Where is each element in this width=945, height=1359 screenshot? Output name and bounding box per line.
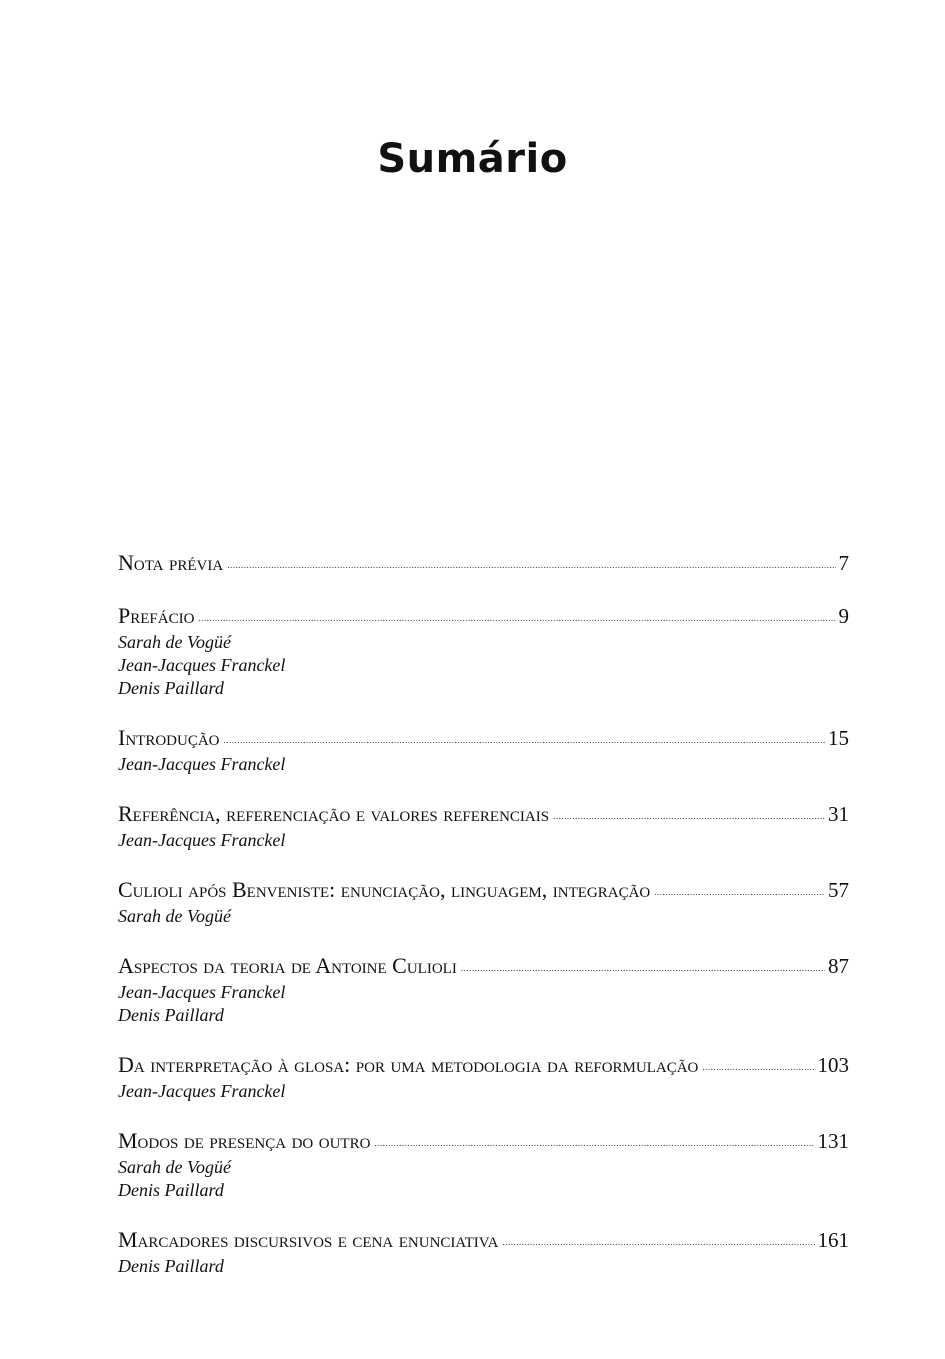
toc-dot-leader xyxy=(224,736,826,745)
toc-line xyxy=(118,951,849,981)
toc-entry-title: Introdução xyxy=(118,725,220,750)
toc-dot-leader xyxy=(374,1139,814,1148)
table-of-contents xyxy=(118,548,849,1301)
toc-line xyxy=(118,548,849,578)
toc-entry-nota-previa xyxy=(118,548,849,578)
toc-dot-leader xyxy=(198,614,835,623)
toc-page-number: 7 xyxy=(838,551,849,575)
toc-page-number: 131 xyxy=(817,1129,849,1153)
toc-entry-prefacio xyxy=(118,601,849,700)
toc-page-number: 103 xyxy=(817,1053,849,1077)
toc-author: Jean-Jacques Franckel xyxy=(118,982,286,1002)
toc-line xyxy=(118,1050,849,1080)
toc-dot-leader xyxy=(654,888,825,897)
toc-entry-title: Nota prévia xyxy=(118,550,224,575)
toc-entry-title: Modos de presença do outro xyxy=(118,1128,371,1153)
toc-entry-title: Marcadores discursivos e cena enunciativa xyxy=(118,1227,499,1252)
toc-entry-title: Aspectos da teoria de Antoine Culioli xyxy=(118,953,457,978)
toc-author: Denis Paillard xyxy=(118,1005,224,1025)
toc-author: Jean-Jacques Franckel xyxy=(118,754,286,774)
toc-entry-title: Da interpretação à glosa: por uma metodologia da reformulação xyxy=(118,1052,699,1077)
toc-entry-modos-presenca xyxy=(118,1126,849,1202)
toc-page-number: 31 xyxy=(828,802,849,826)
toc-line xyxy=(118,799,849,829)
toc-entry-culioli-benveniste xyxy=(118,875,849,928)
toc-author: Denis Paillard xyxy=(118,678,224,698)
toc-entry-marcadores xyxy=(118,1225,849,1278)
toc-page-number: 161 xyxy=(817,1228,849,1252)
toc-page-number: 15 xyxy=(828,726,849,750)
toc-entry-interpretacao-glosa xyxy=(118,1050,849,1103)
toc-dot-leader xyxy=(702,1063,814,1072)
toc-page-number: 9 xyxy=(838,604,849,628)
toc-dot-leader xyxy=(553,812,825,821)
toc-line xyxy=(118,601,849,631)
toc-entry-aspectos xyxy=(118,951,849,1027)
toc-dot-leader xyxy=(227,561,835,570)
page-title: Sumário xyxy=(377,136,568,182)
toc-line xyxy=(118,1225,849,1255)
toc-author: Jean-Jacques Franckel xyxy=(118,655,286,675)
toc-author: Jean-Jacques Franckel xyxy=(118,1081,286,1101)
toc-author: Sarah de Vogüé xyxy=(118,1157,231,1177)
toc-author: Sarah de Vogüé xyxy=(118,906,231,926)
toc-page-number: 87 xyxy=(828,954,849,978)
toc-line xyxy=(118,1126,849,1156)
toc-page-number: 57 xyxy=(828,878,849,902)
toc-line xyxy=(118,723,849,753)
toc-author: Jean-Jacques Franckel xyxy=(118,830,286,850)
toc-entry-title: Referência, referenciação e valores referenciais xyxy=(118,801,550,826)
toc-author: Denis Paillard xyxy=(118,1256,224,1276)
toc-author: Sarah de Vogüé xyxy=(118,632,231,652)
toc-author: Denis Paillard xyxy=(118,1180,224,1200)
toc-dot-leader xyxy=(461,964,825,973)
toc-dot-leader xyxy=(502,1238,814,1247)
toc-entry-referencia xyxy=(118,799,849,852)
toc-line xyxy=(118,875,849,905)
toc-entry-introducao xyxy=(118,723,849,776)
toc-entry-title: Culioli após Benveniste: enunciação, linguagem, integração xyxy=(118,877,651,902)
toc-entry-title: Prefácio xyxy=(118,603,195,628)
